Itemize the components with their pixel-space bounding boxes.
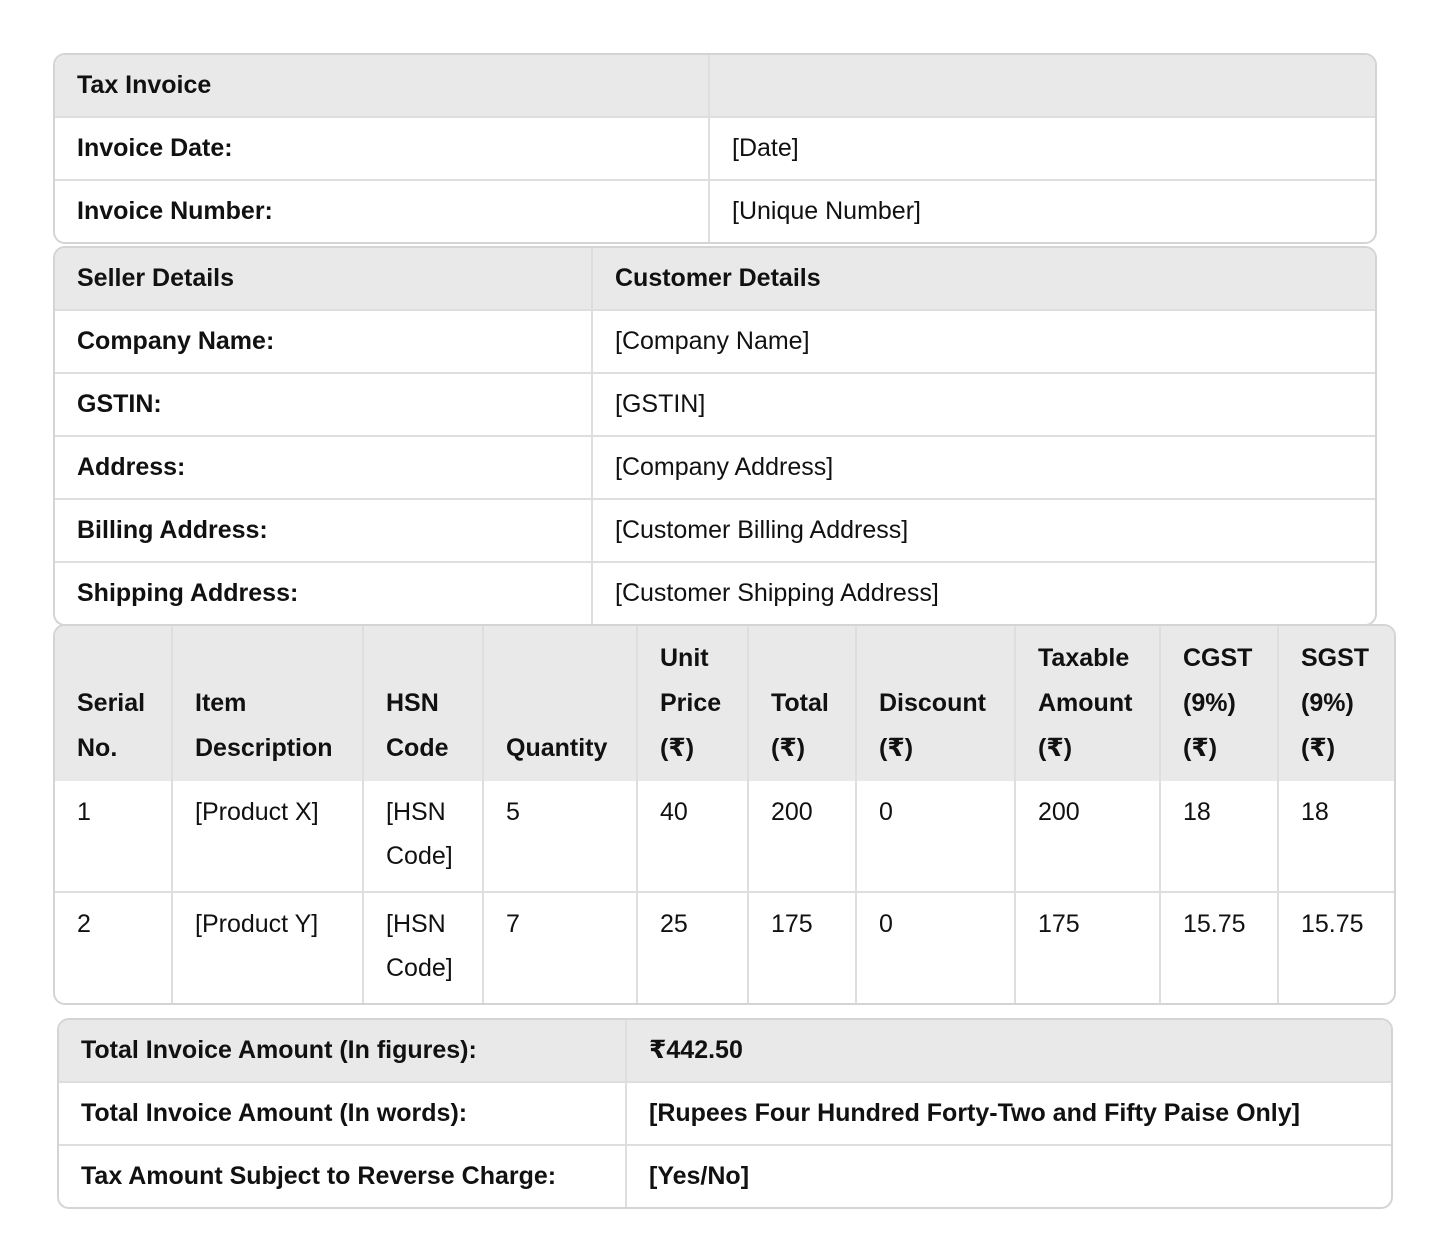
billing-address-value: [Customer Billing Address]: [593, 500, 1375, 563]
address-value: [Company Address]: [593, 437, 1375, 500]
table-row: [55, 893, 1394, 1003]
column-header-line: (₹): [1183, 734, 1218, 762]
item-description-cell: [Product X]: [173, 781, 364, 893]
column-header-line: CGST: [1183, 644, 1253, 672]
column-header-serial-no: [55, 626, 173, 781]
hsn-code-cell: [HSN Code]: [364, 781, 484, 893]
column-header-unit-price: [638, 626, 749, 781]
total-cell: 175: [749, 893, 857, 1003]
sgst-cell: 18: [1279, 781, 1394, 893]
invoice-number-value: [Unique Number]: [732, 197, 921, 225]
column-header-line: Serial: [77, 689, 146, 717]
company-name-row: [55, 311, 1375, 374]
shipping-address-label: Shipping Address:: [55, 563, 593, 624]
total-figures-label: Total Invoice Amount (In figures):: [59, 1020, 627, 1083]
hsn-code-cell: [HSN Code]: [364, 893, 484, 1003]
invoice-title: Tax Invoice: [55, 55, 710, 118]
gstin-value: [GSTIN]: [593, 374, 1375, 437]
column-header-line: (₹): [1038, 734, 1073, 762]
company-name-label: Company Name:: [55, 311, 593, 374]
unit-price-cell: 25: [638, 893, 749, 1003]
column-header-line: HSN: [386, 689, 439, 717]
column-header-quantity: [484, 626, 638, 781]
discount-cell: 0: [857, 893, 1016, 1003]
total-words-row: [59, 1083, 1391, 1146]
taxable-amount-cell: 200: [1016, 781, 1161, 893]
column-header-line: Unit: [660, 644, 709, 672]
total-figures-value: ₹442.50: [627, 1020, 1391, 1083]
shipping-address-value: [Customer Shipping Address]: [615, 579, 939, 607]
column-header-total: [749, 626, 857, 781]
column-header-line: Taxable: [1038, 644, 1130, 672]
reverse-charge-value: [Yes/No]: [649, 1162, 750, 1190]
party-details-table: [53, 246, 1377, 626]
item-description-cell: [Product Y]: [173, 893, 364, 1003]
invoice-title-value: [710, 55, 1375, 118]
column-header-line: Amount: [1038, 689, 1133, 717]
column-header-line: Item: [195, 689, 247, 717]
reverse-charge-label: Tax Amount Subject to Reverse Charge:: [59, 1146, 627, 1207]
column-header-line: (₹): [1301, 734, 1336, 762]
invoice-date-value: [Date]: [710, 118, 1375, 181]
cgst-cell: 18: [1161, 781, 1279, 893]
address-label: Address:: [55, 437, 593, 500]
invoice-number-label: Invoice Number:: [55, 181, 710, 242]
reverse-charge-row: [59, 1146, 1391, 1207]
billing-address-row: [55, 500, 1375, 563]
column-header-line: Price: [660, 689, 722, 717]
line-items-table: [53, 624, 1396, 1005]
column-header-line: Code: [386, 734, 449, 762]
company-name-value: [Company Name]: [593, 311, 1375, 374]
billing-address-label: Billing Address:: [55, 500, 593, 563]
serial-no-cell: 1: [55, 781, 173, 893]
quantity-cell: 5: [484, 781, 638, 893]
taxable-amount-cell: 175: [1016, 893, 1161, 1003]
unit-price-cell: 40: [638, 781, 749, 893]
column-header-line: (₹): [660, 734, 695, 762]
sgst-cell: 15.75: [1301, 910, 1364, 938]
column-header-line: (9%): [1301, 689, 1354, 717]
invoice-totals-table: [57, 1018, 1393, 1209]
column-header-item-description: [173, 626, 364, 781]
invoice-title-row: [55, 55, 1375, 118]
gstin-row: [55, 374, 1375, 437]
quantity-cell: 7: [484, 893, 638, 1003]
cgst-cell: 15.75: [1161, 893, 1279, 1003]
total-words-label: Total Invoice Amount (In words):: [59, 1083, 627, 1146]
shipping-address-row: [55, 563, 1375, 624]
address-row: [55, 437, 1375, 500]
customer-details-heading: Customer Details: [593, 248, 1375, 311]
column-header-line: Total: [771, 689, 829, 717]
total-words-value: [Rupees Four Hundred Forty-Two and Fifty Paise Only]: [627, 1083, 1391, 1146]
column-header-cgst: [1161, 626, 1279, 781]
table-row: [55, 781, 1394, 893]
column-header-line: (9%): [1183, 689, 1236, 717]
total-figures-row: [59, 1020, 1391, 1083]
total-cell: 200: [749, 781, 857, 893]
column-header-taxable-amount: [1016, 626, 1161, 781]
column-header-line: (₹): [771, 734, 806, 762]
column-header-line: Description: [195, 734, 333, 762]
invoice-date-label: Invoice Date:: [55, 118, 710, 181]
seller-details-heading: Seller Details: [55, 248, 593, 311]
column-header-line: Discount: [879, 689, 986, 717]
discount-cell: 0: [857, 781, 1016, 893]
party-details-header-row: [55, 248, 1375, 311]
gstin-label: GSTIN:: [55, 374, 593, 437]
column-header-sgst: [1279, 626, 1394, 781]
invoice-number-row: [55, 181, 1375, 242]
column-header-line: SGST: [1301, 644, 1370, 672]
invoice-header-table: [53, 53, 1377, 244]
column-header-line: (₹): [879, 734, 914, 762]
column-header-line: No.: [77, 734, 118, 762]
serial-no-cell: 2: [55, 893, 173, 1003]
column-header-hsn-code: [364, 626, 484, 781]
invoice-date-row: [55, 118, 1375, 181]
column-header-discount: [857, 626, 1016, 781]
items-header-row: [55, 626, 1394, 781]
column-header-line: Quantity: [506, 734, 608, 762]
